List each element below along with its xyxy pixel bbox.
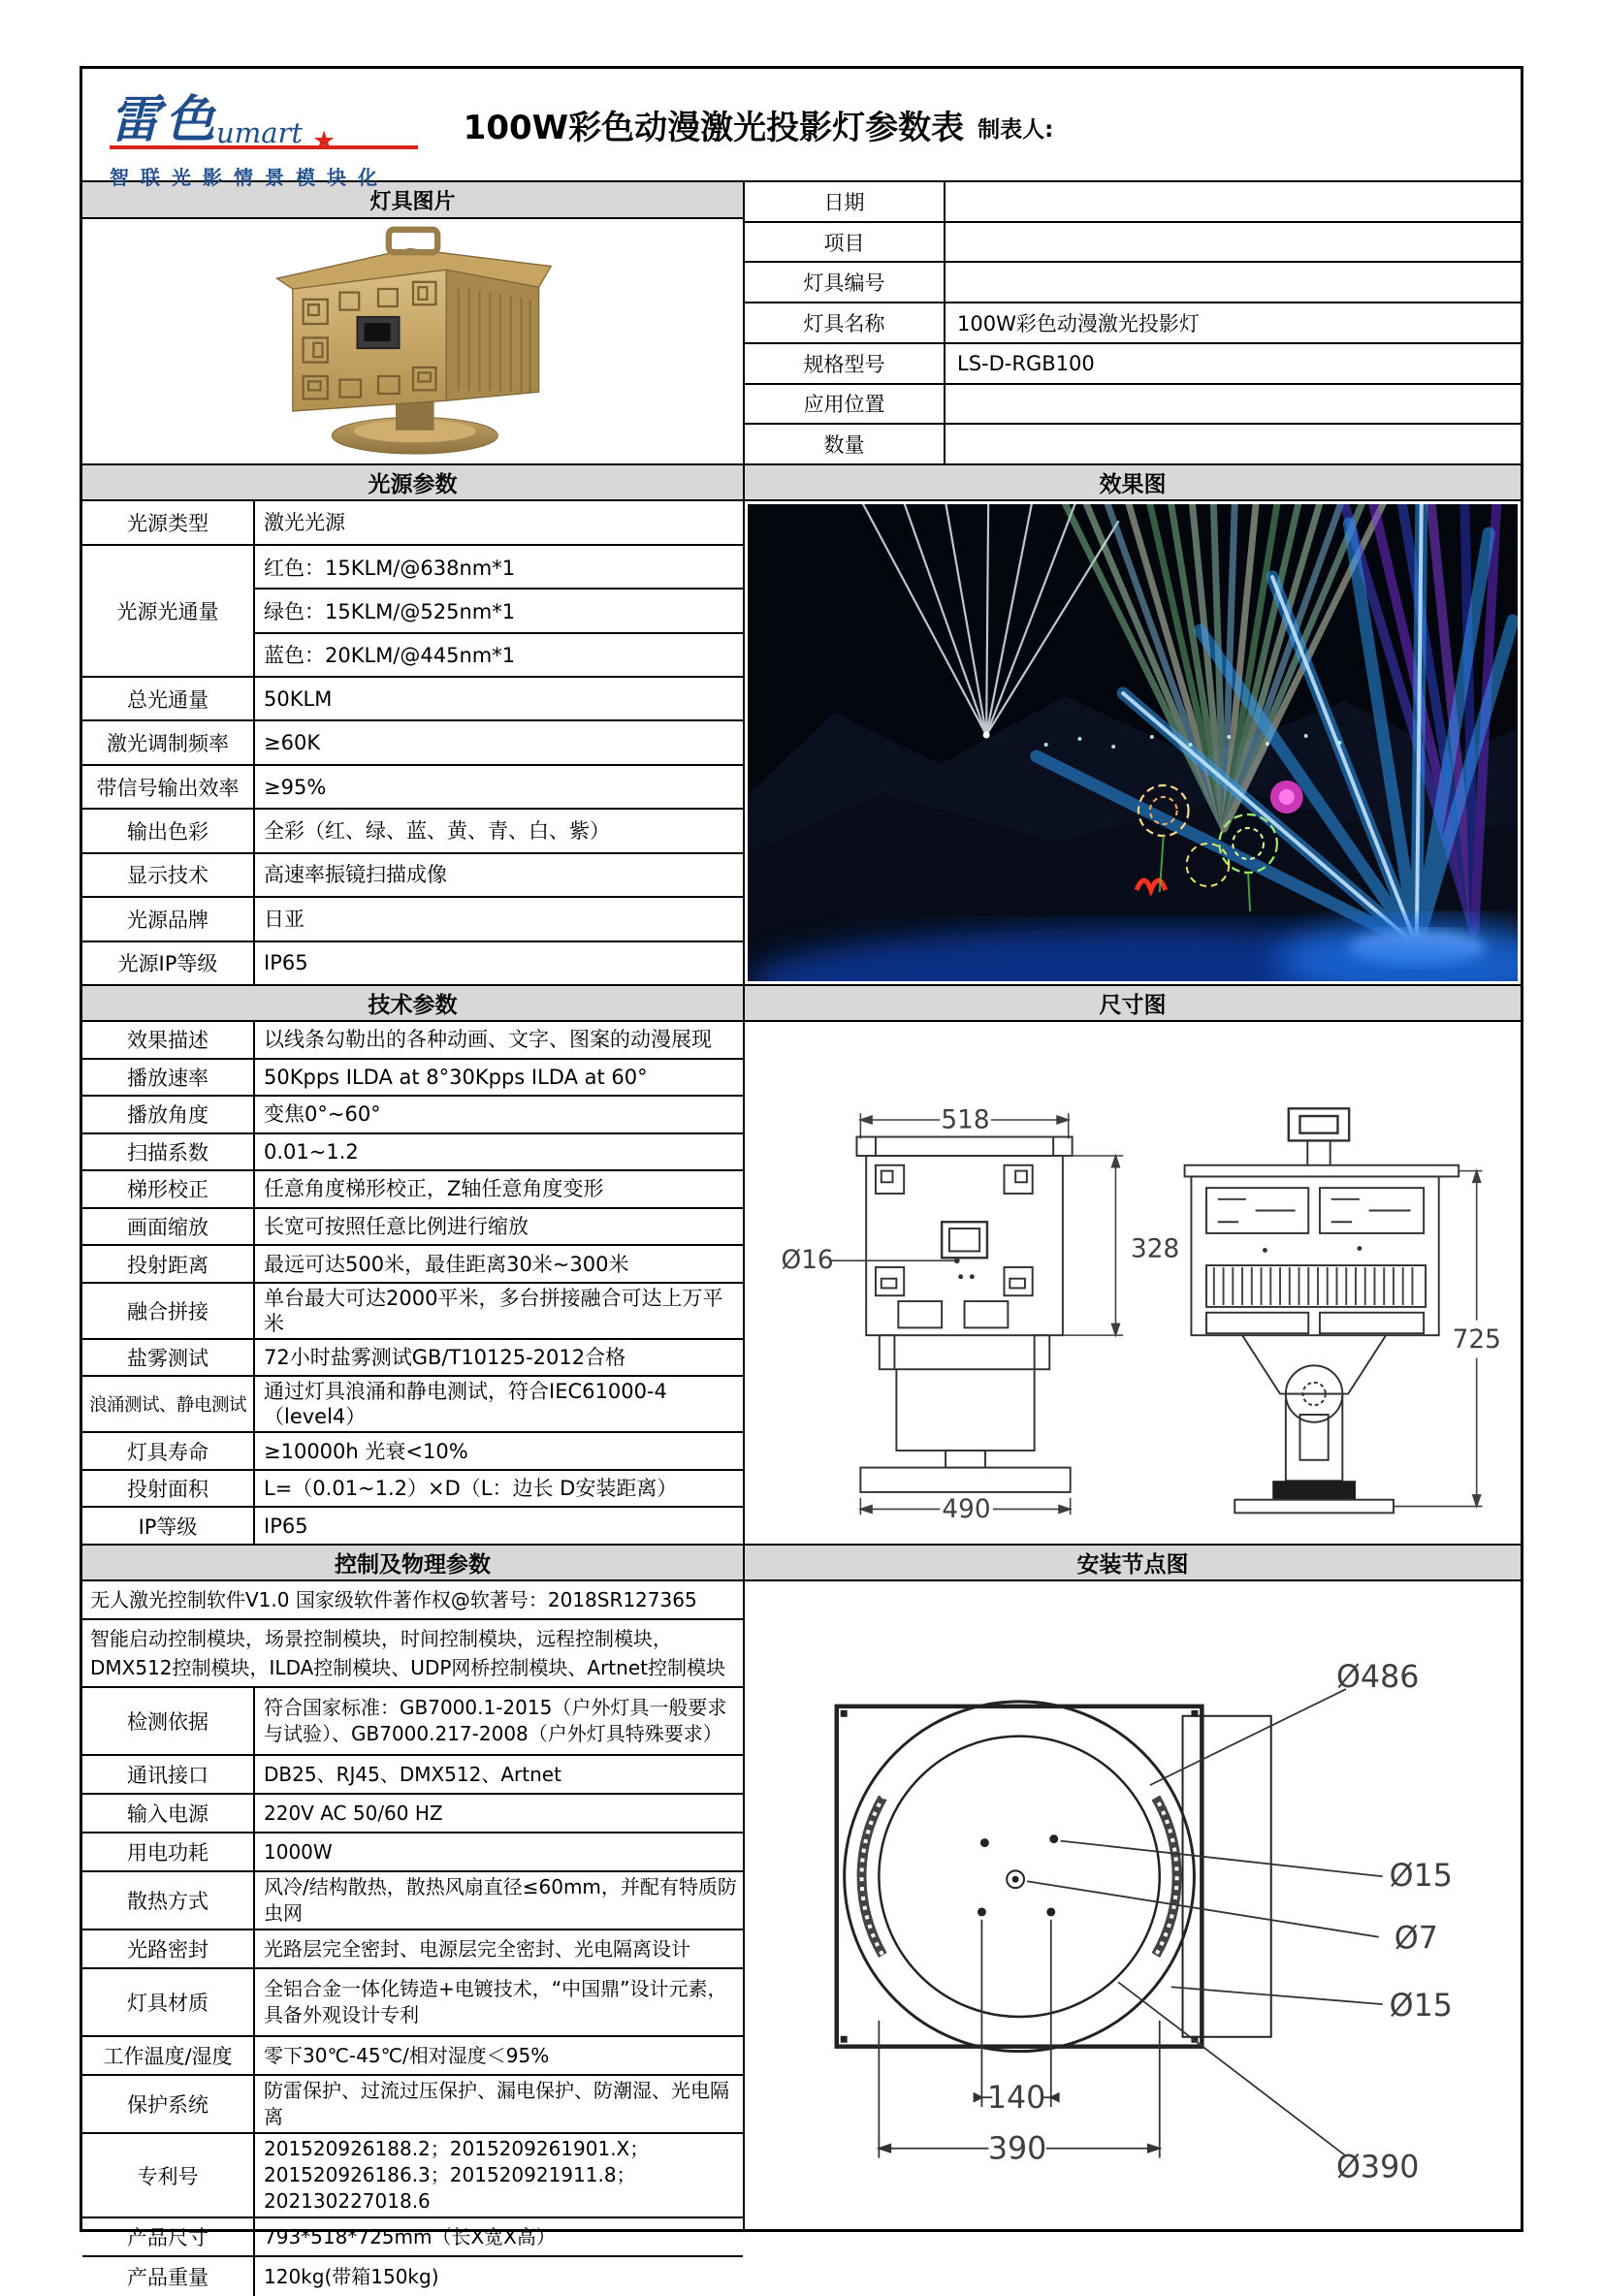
tech-spec-table (82, 1022, 743, 1544)
section-title-effect: 效果图 (743, 465, 1521, 499)
dim-total-height: 725 (1452, 1324, 1501, 1355)
info-row-model: 规格型号 LS-D-RGB100 (745, 344, 1521, 385)
flux-red: 红色：15KLM/@638nm*1 (255, 546, 743, 590)
spec-row: 产品重量 120kg(带箱150kg) (82, 2257, 743, 2296)
spec-row: 灯具寿命 ≥10000h 光衰<10% (82, 1433, 743, 1471)
software-copyright-row: 无人激光控制软件V1.0 国家级软件著作权@软著号：2018SR127365 (82, 1581, 743, 1620)
dim-square: 390 (987, 2131, 1047, 2167)
section-band-source (82, 463, 1521, 499)
section-title-install: 安装节点图 (743, 1546, 1521, 1579)
spec-row: 光源类型 激光光源 (82, 501, 743, 546)
spec-row: 扫描系数 0.01~1.2 (82, 1134, 743, 1172)
spec-row: 输出色彩 全彩（红、绿、蓝、黄、青、白、紫） (82, 810, 743, 853)
spec-row: 光源品牌 日亚 (82, 898, 743, 941)
qty-value (944, 425, 1521, 463)
lamp-name-value: 100W彩色动漫激光投影灯 (944, 303, 1521, 342)
control-band (82, 1579, 1521, 2289)
spec-row-flux: 光源光通量 红色：15KLM/@638nm*1 绿色：15KLM/@525nm*1 蓝色：20KLM/@445nm*1 (82, 546, 743, 678)
spec-row-patents: 专利号 201520926188.2；2015209261901.X； 201520926186.3；201520921911.8；202130227018.6 (82, 2134, 743, 2218)
lamp-photo (253, 219, 573, 463)
brand-name-cn: 雷色 (110, 90, 221, 149)
spec-row: 梯形校正 任意角度梯形校正，Z轴任意角度变形 (82, 1171, 743, 1209)
dim-outer-circle: Ø486 (1335, 1660, 1420, 1696)
spec-row: 总光通量 50KLM (82, 678, 743, 721)
spec-row: 输入电源 220V AC 50/60 HZ (82, 1795, 743, 1834)
dim-pitch: 140 (986, 2081, 1046, 2117)
patent-line-1: 201520926188.2；2015209261901.X； (264, 2137, 650, 2160)
page-title: 100W彩色动漫激光投影灯参数表 (463, 109, 965, 147)
photo-section-title: 灯具图片 (82, 182, 743, 219)
spec-row: 用电功耗 1000W (82, 1834, 743, 1872)
spec-row: 投射距离 最远可达500米，最佳距离30米~300米 (82, 1246, 743, 1284)
info-table (743, 182, 1521, 463)
info-row-lamp-name: 灯具名称 100W彩色动漫激光投影灯 (745, 303, 1521, 344)
spec-row: 产品尺寸 793*518*725mm（长X宽X高） (82, 2218, 743, 2257)
section-band-tech (82, 984, 1521, 1020)
sheet-header (82, 69, 1521, 189)
install-diagram (745, 1583, 1521, 2227)
dim-base-width: 490 (942, 1495, 991, 1525)
control-modules-row: 智能启动控制模块，场景控制模块，时间控制模块，远程控制模块，DMX512控制模块，ILDA控制模块、UDP网桥控制模块、Artnet控制模块 (82, 1620, 743, 1688)
info-row-project: 项目 (745, 223, 1521, 264)
star-icon: ★ (312, 126, 337, 156)
date-value (944, 182, 1521, 221)
dim-hole-slot: Ø15 (1389, 1988, 1453, 2024)
spec-row: IP等级 IP65 (82, 1508, 743, 1544)
spec-row: 散热方式 风冷/结构散热，散热风扇直径≤60mm，并配有特质防虫网 (82, 1872, 743, 1930)
spec-row: 盐雾测试 72小时盐雾测试GB/T10125-2012合格 (82, 1340, 743, 1378)
spec-row: 画面缩放 长宽可按照任意比例进行缩放 (82, 1209, 743, 1247)
source-spec-table (82, 501, 743, 984)
spec-row: 播放速率 50Kpps ILDA at 8°30Kpps ILDA at 60° (82, 1060, 743, 1098)
patent-line-2: 201520926186.3；201520921911.8；202130227018.6 (264, 2163, 636, 2213)
section-band-control (82, 1544, 1521, 1579)
spec-row: 带信号输出效率 ≥95% (82, 766, 743, 810)
spec-row: 融合拼接 单台最大可达2000平米，多台拼接融合可达上万平米 (82, 1284, 743, 1340)
section-title-dimension: 尺寸图 (743, 986, 1521, 1020)
section-title-source: 光源参数 (368, 472, 458, 497)
effect-photo-cell (743, 501, 1521, 984)
info-band (82, 180, 1521, 463)
flux-green: 绿色：15KLM/@525nm*1 (255, 590, 743, 633)
spec-row: 检测依据 符合国家标准：GB7000.1-2015（户外灯具一般要求与试验）、GB7000.217-2008（户外灯具特殊要求） (82, 1688, 743, 1756)
dimension-drawing (754, 1082, 1511, 1526)
source-band (82, 499, 1521, 984)
spec-row: 光源IP等级 IP65 (82, 942, 743, 984)
spec-sheet (80, 66, 1523, 2289)
dim-lens-hole: Ø16 (781, 1245, 834, 1275)
spec-row: 播放角度 变焦0°~60° (82, 1097, 743, 1134)
effect-photo (748, 504, 1518, 981)
spec-row: 效果描述 以线条勾勒出的各种动画、文字、图案的动漫展现 (82, 1022, 743, 1060)
tech-band (82, 1020, 1521, 1544)
project-value (944, 223, 1521, 262)
spec-row: 工作温度/湿度 零下30℃-45℃/相对湿度＜95% (82, 2037, 743, 2076)
install-diagram-cell (743, 1581, 1521, 2229)
flux-blue: 蓝色：20KLM/@445nm*1 (264, 644, 516, 668)
dim-hole-center: Ø7 (1394, 1921, 1438, 1957)
spec-row: 投射面积 L=（0.01~1.2）×D（L：边长 D安装距离） (82, 1471, 743, 1509)
brand-tagline: 智联光影情景模块化 (110, 166, 389, 189)
spec-row: 浪涌测试、静电测试 通过灯具浪涌和静电测试，符合IEC61000-4（level4） (82, 1377, 743, 1433)
lamp-photo-cell (82, 219, 743, 463)
info-row-qty: 数量 (745, 425, 1521, 463)
control-spec-table (82, 1581, 743, 2289)
spec-row: 激光调制频率 ≥60K (82, 721, 743, 765)
spec-row: 光路密封 光路层完全密封、电源层完全密封、光电隔离设计 (82, 1930, 743, 1969)
info-row-date: 日期 (745, 182, 1521, 223)
preparer-label: 制表人: (978, 117, 1054, 143)
dim-top-width: 518 (941, 1105, 990, 1135)
spec-row: 保护系统 防雷保护、过流过压保护、漏电保护、防潮湿、光电隔离 (82, 2076, 743, 2134)
dimension-drawing-cell (743, 1022, 1521, 1544)
spec-row: 显示技术 高速率振镜扫描成像 (82, 854, 743, 898)
spec-row: 通讯接口 DB25、RJ45、DMX512、Artnet (82, 1756, 743, 1795)
section-title-control: 控制及物理参数 (335, 1552, 491, 1578)
dim-inner-circle: Ø390 (1335, 2150, 1420, 2185)
info-row-lamp-no: 灯具编号 (745, 263, 1521, 303)
section-title-tech: 技术参数 (368, 993, 458, 1018)
dim-side-height: 328 (1131, 1234, 1180, 1264)
lamp-no-value (944, 263, 1521, 302)
model-value: LS-D-RGB100 (944, 344, 1521, 383)
spec-row: 灯具材质 全铝合金一体化铸造+电镀技术，“中国鼎”设计元素，具备外观设计专利 (82, 1969, 743, 2037)
info-row-position: 应用位置 (745, 385, 1521, 426)
position-value (944, 385, 1521, 424)
brand-name-en: umart (216, 116, 303, 149)
brand-logo (110, 79, 459, 190)
dim-hole-top: Ø15 (1389, 1859, 1453, 1895)
